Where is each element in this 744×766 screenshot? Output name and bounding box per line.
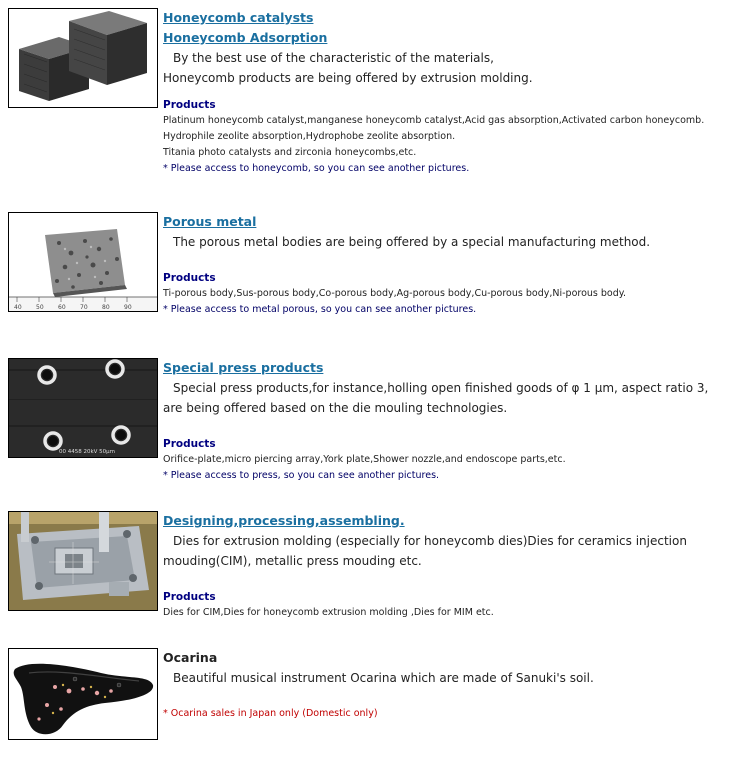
ruler-label: 80	[102, 304, 110, 311]
designing-description: Dies for extrusion molding (especially for honeycomb dies)Dies for ceramics injection mouding(CIM), metallic press mouding etc.	[163, 534, 687, 568]
section-honeycomb	[8, 8, 738, 198]
section-porous-metal	[8, 212, 738, 322]
products-label: Products	[163, 99, 216, 111]
special-press-description: Special press products,for instance,holling open finished goods of φ 1 μm, aspect ratio 3, are being offered based on the die mouling technologies.	[163, 381, 709, 415]
porous-metal-description: The porous metal bodies are being offered by a special manufacturing method.	[173, 235, 651, 249]
ocarina-title: Ocarina	[163, 650, 218, 665]
section-ocarina	[8, 648, 738, 744]
ruler-label: 60	[58, 304, 66, 311]
section-special-press	[8, 358, 738, 488]
products-label: Products	[163, 591, 216, 603]
special-press-link[interactable]: Special press products	[163, 360, 324, 375]
designing-products: Dies for CIM,Dies for honeycomb extrusion molding ,Dies for MIM etc.	[163, 607, 494, 618]
special-press-products: Orifice-plate,micro piercing array,York plate,Shower nozzle,and endoscope parts,etc.	[163, 454, 566, 465]
special-press-note[interactable]: * Please access to press, so you can see another pictures.	[163, 470, 440, 481]
ruler-label: 90	[124, 304, 132, 311]
products-label: Products	[163, 438, 216, 450]
ruler-label: 40	[14, 304, 22, 311]
ruler-label: 50	[36, 304, 44, 311]
honeycomb-catalysts-link[interactable]: Honeycomb catalysts	[163, 10, 314, 25]
porous-metal-note[interactable]: * Please access to metal porous, so you can see another pictures.	[163, 304, 477, 315]
porous-metal-photo[interactable]	[8, 212, 158, 312]
designing-processing-link[interactable]: Designing,processing,assembling.	[163, 513, 405, 528]
honeycomb-adsorption-link[interactable]: Honeycomb Adsorption	[163, 30, 328, 45]
ruler-label: 70	[80, 304, 88, 311]
ocarina-description: Beautiful musical instrument Ocarina which are made of Sanuki's soil.	[173, 671, 594, 685]
section-designing	[8, 511, 738, 621]
press-products-photo[interactable]	[8, 358, 158, 458]
porous-metal-link[interactable]: Porous metal	[163, 214, 257, 229]
ocarina-photo[interactable]	[8, 648, 158, 740]
honeycomb-description: By the best use of the characteristic of the materials, Honeycomb products are being offered by extrusion molding.	[163, 51, 533, 85]
die-assembly-photo[interactable]	[8, 511, 158, 611]
honeycomb-products: Platinum honeycomb catalyst,manganese honeycomb catalyst,Acid gas absorption,Activated carbon honeycomb. Hydrophile zeolite absorption,Hydrophobe zeolite absorption. Titania photo catalysts and zirconia honeycombs,etc.	[163, 115, 705, 158]
honeycomb-note[interactable]: * Please access to honeycomb, so you can see another pictures.	[163, 163, 470, 174]
sem-caption: 00 4458 20kV 50μm	[59, 449, 116, 455]
honeycomb-photo[interactable]	[8, 8, 158, 108]
ocarina-note: * Ocarina sales in Japan only (Domestic only)	[163, 708, 378, 719]
porous-metal-products: Ti-porous body,Sus-porous body,Co-porous body,Ag-porous body,Cu-porous body,Ni-porous body.	[163, 288, 627, 299]
products-label: Products	[163, 272, 216, 284]
